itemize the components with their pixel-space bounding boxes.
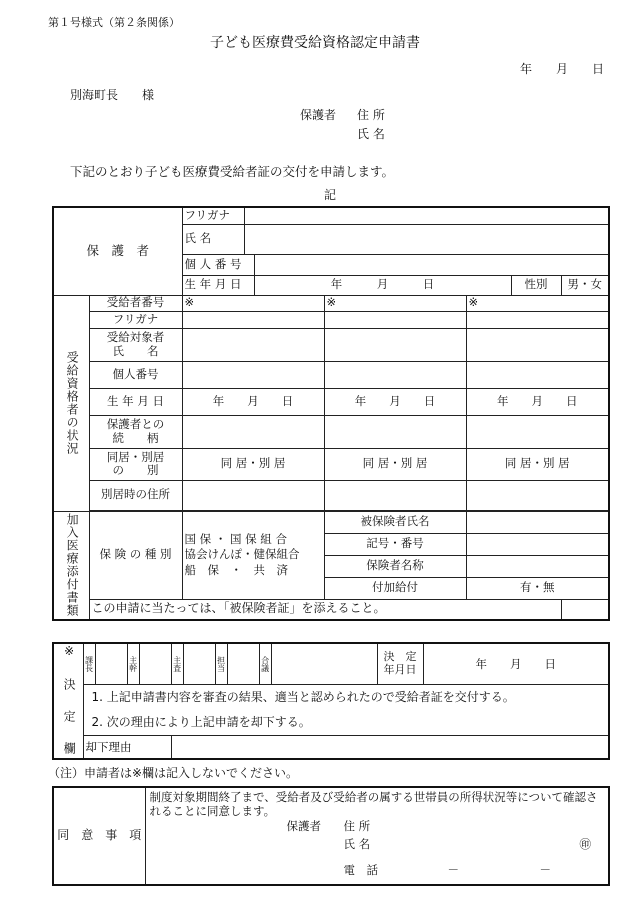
insurer-name-label: 保険者名称 [324, 555, 466, 577]
stamp-label-shusa: 主査 [171, 643, 183, 685]
insured-name-field[interactable] [466, 511, 609, 533]
consent-text: 制度対象期間終了まで、受給者及び受給者の属する世帯員の所得状況等について確認されることに同意します。 [149, 790, 598, 819]
stamp-label-shukan: 主幹 [127, 643, 139, 685]
recipient-relation-2[interactable] [324, 415, 466, 448]
consent-name-label: 氏 名 [343, 837, 371, 851]
additional-benefit-label: 付加給付 [324, 577, 466, 599]
insurance-section-label: 加入医療添付書類 [53, 511, 89, 620]
insurance-type-options[interactable]: 国 保 ・ 国 保 組 合 協会けんぽ・健保組合 船 保 ・ 共 済 [182, 511, 324, 599]
insurance-note: この申請に当たっては、「被保険者証」を添えること。 [89, 599, 561, 620]
recipient-separate-addr-2[interactable] [324, 480, 466, 510]
recipient-kojin-label: 個人番号 [89, 361, 182, 388]
consent-phone-label: 電 話 [343, 863, 378, 877]
additional-benefit-field[interactable]: 有・無 [466, 577, 609, 599]
recipient-number-2[interactable]: ※ [324, 295, 466, 311]
stamp-label-kacho: 課長 [83, 643, 95, 685]
recipient-furigana-label: フリガナ [89, 311, 182, 328]
decision-item-1[interactable]: 1. 上記申請書内容を審査の結果、適当と認められたので受給者証を交付する。 [83, 685, 609, 711]
recipient-kojin-1[interactable] [182, 361, 324, 388]
guardian-kojin-field[interactable] [254, 254, 609, 275]
stamp-label-aigi: 合議 [259, 643, 271, 685]
stamp-label-tanto: 担当 [215, 643, 227, 685]
name-label: 氏 名 [357, 127, 385, 141]
recipient-cohabit-1[interactable]: 同 居・別 居 [182, 448, 324, 480]
gender-field[interactable]: 男・女 [561, 275, 609, 295]
recipient-relation-label: 保護者との 続 柄 [89, 415, 182, 448]
recipient-birth-1[interactable]: 年 月 日 [182, 388, 324, 415]
guardian-birth-label: 生 年 月 日 [182, 275, 254, 295]
recipient-separate-addr-1[interactable] [182, 480, 324, 510]
insured-name-label: 被保険者氏名 [324, 511, 466, 533]
decision-item-2[interactable]: 2. 次の理由により上記申請を却下する。 [83, 710, 609, 736]
intro-text: 下記のとおり子ども医療費受給者証の交付を申請します。 [70, 164, 395, 179]
stamp-box-kacho[interactable] [95, 643, 127, 685]
decision-section-label: ※ 決 定 欄 [53, 643, 83, 759]
addressee: 別海町長 様 [70, 88, 155, 102]
guardian-kojin-label: 個 人 番 号 [182, 254, 254, 275]
recipient-section-label: 受給資格者の状況 [53, 295, 89, 511]
gender-label: 性別 [511, 275, 561, 295]
recipient-separate-addr-3[interactable] [466, 480, 609, 510]
recipient-kojin-2[interactable] [324, 361, 466, 388]
seal-mark: ㊞ [579, 837, 591, 851]
stamp-box-aigi[interactable] [271, 643, 377, 685]
recipient-cohabit-2[interactable]: 同 居・別 居 [324, 448, 466, 480]
guardian-birth-field[interactable]: 年 月 日 [254, 275, 511, 295]
recipient-birth-3[interactable]: 年 月 日 [466, 388, 609, 415]
reject-reason-field[interactable] [171, 736, 609, 759]
recipient-birth-label: 生 年 月 日 [89, 388, 182, 415]
footnote: （注）申請者は※欄は記入しないでください。 [48, 766, 299, 780]
recipient-relation-3[interactable] [466, 415, 609, 448]
guardian-section-label: 保 護 者 [53, 207, 182, 295]
stamp-box-shusa[interactable] [183, 643, 215, 685]
reject-reason-label: 却下理由 [83, 736, 171, 759]
guardian-furigana-field[interactable] [244, 207, 609, 224]
recipient-target-name-label: 受給対象者 氏 名 [89, 328, 182, 361]
decision-date-field[interactable]: 年 月 日 [423, 643, 609, 685]
consent-guardian-label: 保護者 [286, 819, 321, 833]
recipient-kojin-3[interactable] [466, 361, 609, 388]
recipient-birth-2[interactable]: 年 月 日 [324, 388, 466, 415]
recipient-target-name-1[interactable] [182, 328, 324, 361]
consent-address-label: 住 所 [343, 819, 371, 833]
guardian-label: 保護者 [300, 108, 337, 122]
insurance-type-label: 保 険 の 種 別 [89, 511, 182, 599]
recipient-relation-1[interactable] [182, 415, 324, 448]
consent-table [52, 786, 610, 886]
recipient-cohabit-label: 同居・別居 の 別 [89, 448, 182, 480]
document-title: 子ども医療費受給資格認定申請書 [210, 35, 420, 51]
recipient-number-label: 受給者番号 [89, 295, 182, 311]
consent-phone-field[interactable]: － － [447, 863, 551, 877]
symbol-number-field[interactable] [466, 533, 609, 555]
recipient-target-name-2[interactable] [324, 328, 466, 361]
recipient-target-name-3[interactable] [466, 328, 609, 361]
decision-date-label: 決 定 年月日 [377, 643, 423, 685]
address-label: 住 所 [357, 108, 385, 122]
consent-label: 同 意 事 項 [53, 787, 145, 885]
guardian-name-label: 氏 名 [182, 224, 244, 254]
recipient-number-3[interactable]: ※ [466, 295, 609, 311]
ki-mark: 記 [324, 188, 337, 202]
symbol-number-label: 記号・番号 [324, 533, 466, 555]
recipient-number-1[interactable]: ※ [182, 295, 324, 311]
insurer-name-field[interactable] [466, 555, 609, 577]
guardian-furigana-label: フリガナ [182, 207, 244, 224]
form-number: 第１号様式（第２条関係） [48, 16, 180, 29]
stamp-box-shukan[interactable] [139, 643, 171, 685]
application-table [52, 206, 610, 621]
stamp-box-tanto[interactable] [227, 643, 259, 685]
consent-body [145, 787, 609, 885]
recipient-furigana-3[interactable] [466, 311, 609, 328]
recipient-separate-addr-label: 別居時の住所 [89, 480, 182, 510]
recipient-furigana-1[interactable] [182, 311, 324, 328]
guardian-name-field[interactable] [244, 224, 609, 254]
decision-table [52, 642, 610, 760]
recipient-furigana-2[interactable] [324, 311, 466, 328]
recipient-cohabit-3[interactable]: 同 居・別 居 [466, 448, 609, 480]
date-line: 年 月 日 [520, 62, 605, 76]
